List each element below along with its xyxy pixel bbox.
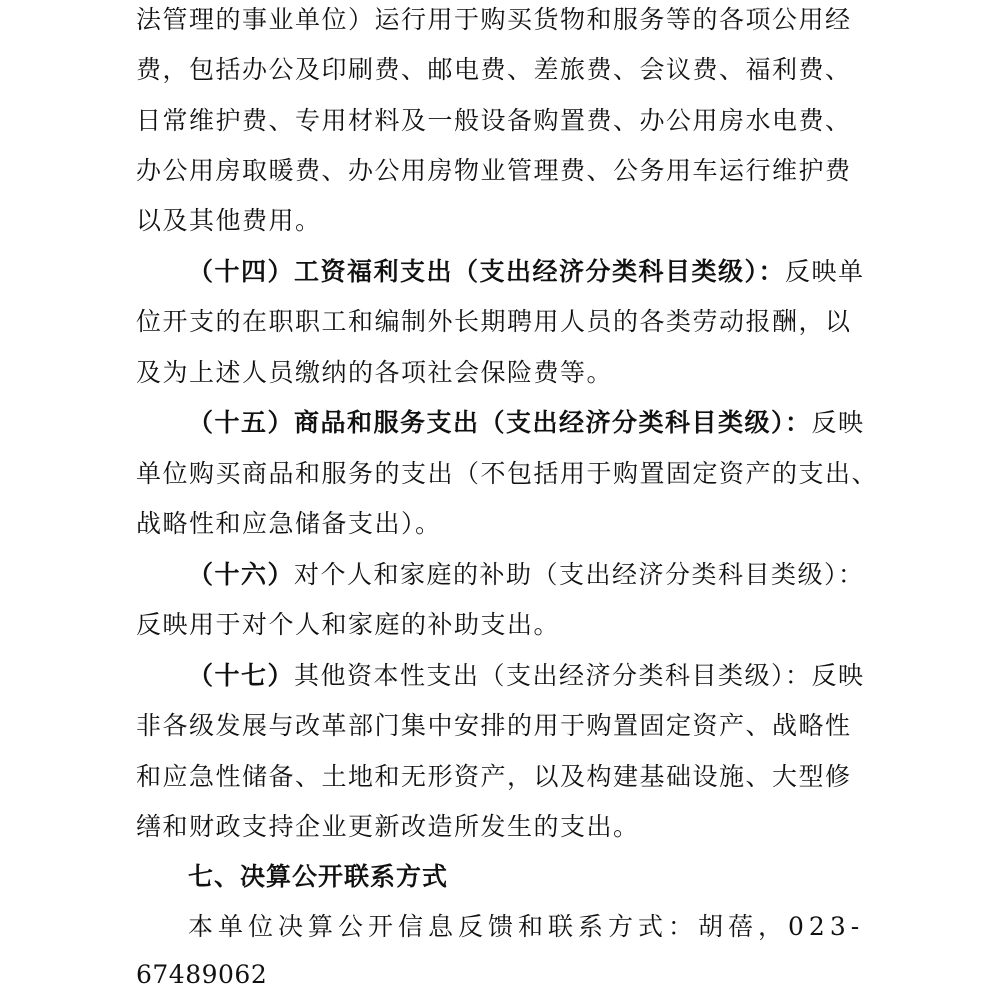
contact-line-1: 本单位决算公开信息反馈和联系方式：胡蓓，023- [188, 912, 865, 941]
paragraph-13-line-3: 日常维护费、专用材料及一般设备购置费、办公用房水电费、 [136, 106, 852, 135]
paragraph-15-label: （十五）商品和服务支出（支出经济分类科目类级）： [188, 408, 812, 437]
paragraph-17-line-1 [188, 656, 865, 696]
paragraph-14-line-1-rest: 反映单 [785, 257, 865, 286]
paragraph-16-label: （十六） [188, 560, 295, 589]
paragraph-16-line-1 [188, 555, 865, 595]
paragraph-15-line-1-rest: 反映 [811, 408, 865, 437]
paragraph-14-label: （十四）工资福利支出（支出经济分类科目类级）： [188, 257, 786, 286]
paragraph-14-line-2: 位开支的在职职工和编制外长期聘用人员的各类劳动报酬，以 [136, 307, 852, 336]
paragraph-16-line-1-rest: 对个人和家庭的补助（支出经济分类科目类级）： [294, 560, 865, 589]
paragraph-15-line-2: 单位购买商品和服务的支出（不包括用于购置固定资产的支出、 [136, 459, 879, 488]
paragraph-13-line-4: 办公用房取暖费、办公用房物业管理费、公务用车运行维护费 [136, 156, 852, 185]
paragraph-14-line-3: 及为上述人员缴纳的各项社会保险费等。 [136, 358, 614, 387]
paragraph-13-line-1: 法管理的事业单位）运行用于购买货物和服务等的各项公用经 [136, 5, 852, 34]
paragraph-17-line-4: 缮和财政支持企业更新改造所发生的支出。 [136, 812, 640, 841]
paragraph-17-line-3: 和应急性储备、土地和无形资产，以及构建基础设施、大型修 [136, 762, 852, 791]
section-7-heading: 七、决算公开联系方式 [188, 862, 449, 891]
contact-phone-continuation: 67489062 [136, 960, 268, 989]
paragraph-13-line-2: 费，包括办公及印刷费、邮电费、差旅费、会议费、福利费、 [136, 55, 852, 84]
paragraph-17-line-1-rest: 其他资本性支出（支出经济分类科目类级）：反映 [294, 661, 865, 690]
paragraph-15-line-3: 战略性和应急储备支出）。 [136, 509, 442, 538]
paragraph-17-line-2: 非各级发展与改革部门集中安排的用于购置固定资产、战略性 [136, 711, 852, 740]
paragraph-15-line-1 [188, 403, 865, 443]
paragraph-14-line-1 [188, 252, 865, 292]
paragraph-17-label: （十七） [188, 661, 295, 690]
paragraph-13-line-5: 以及其他费用。 [136, 206, 322, 235]
paragraph-16-line-2: 反映用于对个人和家庭的补助支出。 [136, 610, 561, 639]
